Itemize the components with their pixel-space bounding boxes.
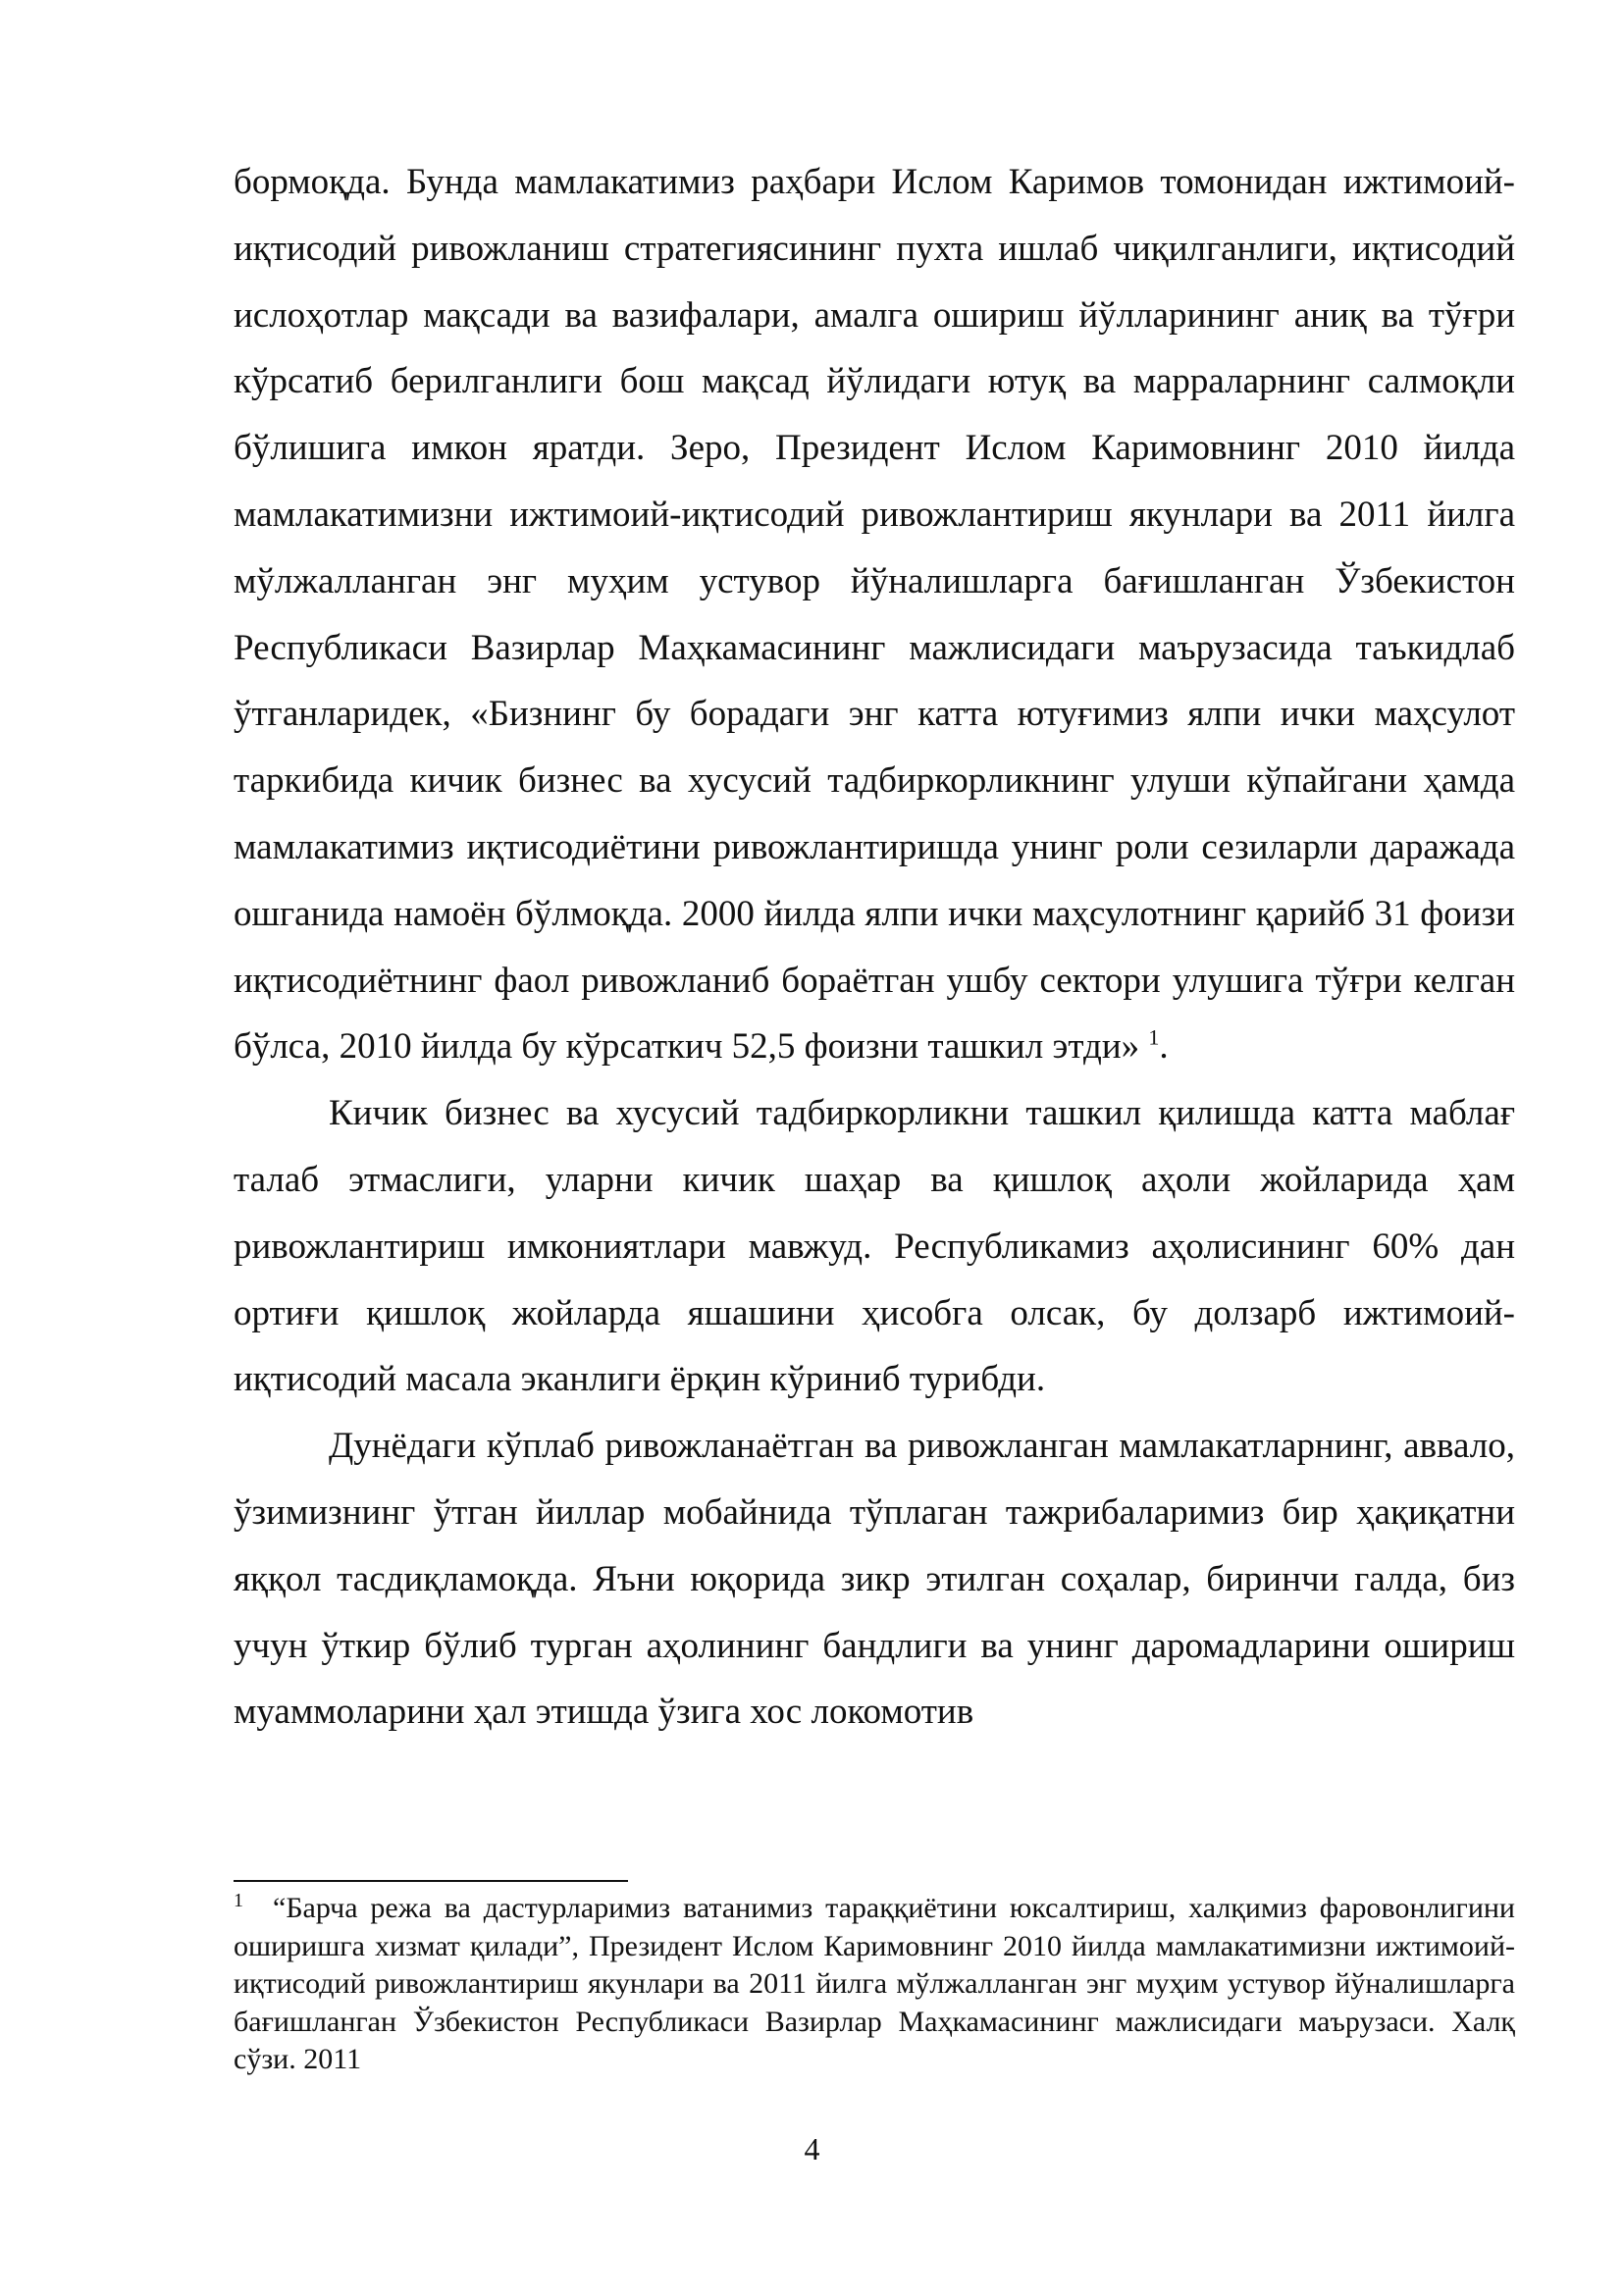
- paragraph-1-end: .: [1159, 1026, 1169, 1068]
- footnote: [234, 1890, 1515, 2079]
- footnote-separator: [234, 1880, 628, 1882]
- footnote-reference: 1: [1148, 1025, 1160, 1051]
- page-number: 4: [804, 2131, 820, 2166]
- paragraph-3: Дунёдаги кўплаб ривожланаётган ва ривожланган мамлакатларнинг, аввало, ўзимизнинг ўтган йиллар мобайнида тўплаган тажрибаларимиз бир ҳақиқатни яққол тасдиқламоқда. Яъни юқорида зикр этилган соҳалар, биринчи галда, биз учун ўткир бўлиб турган аҳолининг бандлиги ва унинг даромадларини ошириш муаммоларини ҳал этишда ўзига хос локомотив: [234, 1426, 1515, 1733]
- paragraph-1: [234, 149, 1515, 1080]
- footnote-number: 1: [234, 1890, 243, 1911]
- paragraph-2: Кичик бизнес ва хусусий тадбиркорликни ташкил қилишда катта маблағ талаб этмаслиги, уларни кичик шаҳар ва қишлоқ аҳоли жойларида ҳам ривожлантириш имкониятлари мавжуд. Республикамиз аҳолисининг 60% дан ортиғи қишлоқ жойларда яшашини ҳисобга олсак, бу долзарб ижтимоий-иқтисодий масала эканлиги ёрқин кўриниб турибди.: [234, 1093, 1515, 1400]
- footnote-text: “Барча режа ва дастурларимиз ватанимиз тараққиётини юксалтириш, халқимиз фаровонлигини оширишга хизмат қилади”, Президент Ислом Каримовнинг 2010 йилда мамлакатимизни ижтимоий-иқтисодий ривожлантириш якунлари ва 2011 йилга мўлжалланган энг муҳим устувор йўналишларга бағишланган Ўзбекистон Республикаси Вазирлар Маҳкамасининг мажлисидаги маърузаси. Халқ сўзи. 2011: [234, 1892, 1515, 2075]
- document-body: [234, 149, 1515, 1746]
- paragraph-1-text: бормоқда. Бунда мамлакатимиз раҳбари Ислом Каримов томонидан ижтимоий-иқтисодий ривожланиш стратегиясининг пухта ишлаб чиқилганлиги, иқтисодий ислоҳотлар мақсади ва вазифалари, амалга ошириш йўлларининг аниқ ва тўғри кўрсатиб берилганлиги бош мақсад йўлидаги ютуқ ва марраларнинг салмоқли бўлишига имкон яратди. Зеро, Президент Ислом Каримовнинг 2010 йилда мамлакатимизни ижтимоий-иқтисодий ривожлантириш якунлари ва 2011 йилга мўлжалланган энг муҳим устувор йўналишларга бағишланган Ўзбекистон Республикаси Вазирлар Маҳкамасининг мажлисидаги маърузасида таъкидлаб ўтганларидек, «Бизнинг бу борадаги энг катта ютуғимиз ялпи ички маҳсулот таркибида кичик бизнес ва хусусий тадбиркорликнинг улуши кўпайгани ҳамда мамлакатимиз иқтисодиётини ривожлантиришда унинг роли сезиларли даражада ошганида намоён бўлмоқда. 2000 йилда ялпи ички маҳсулотнинг қарийб 31 фоизи иқтисодиётнинг фаол ривожланиб бораётган ушбу сектори улушига тўғри келган бўлса, 2010 йилда бу кўрсаткич 52,5 фоизни ташкил этди»: [234, 162, 1515, 1068]
